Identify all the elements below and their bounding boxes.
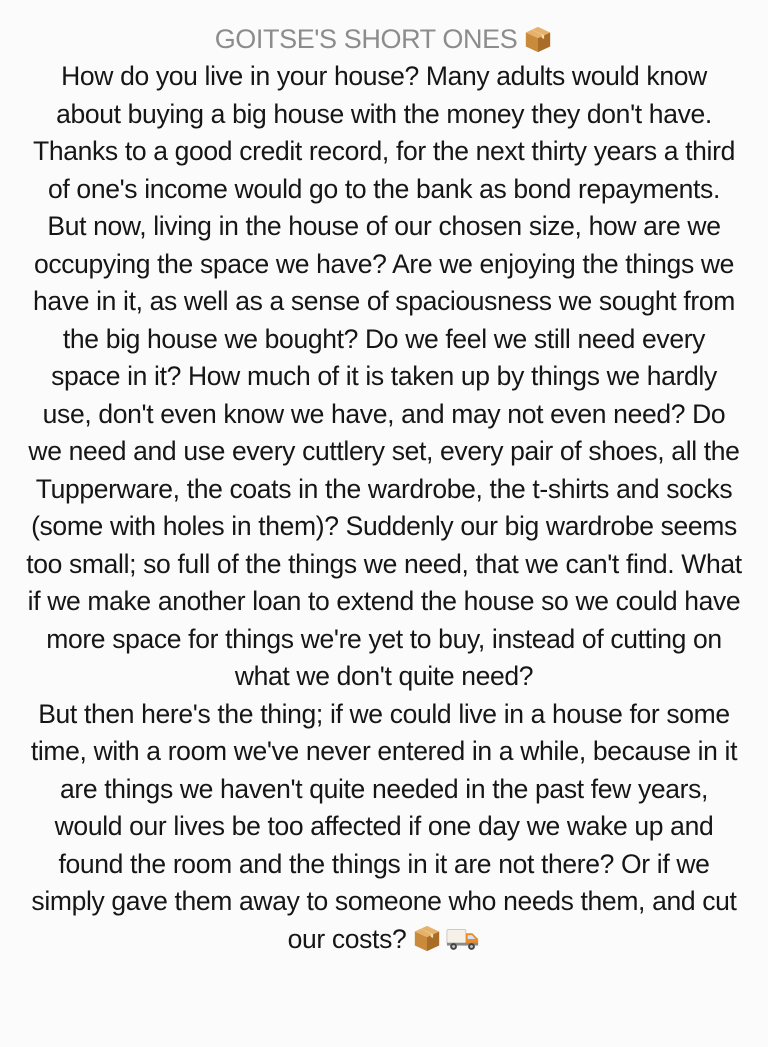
post-paragraph-2-text: But then here's the thing; if we could live in a house for some time, with a room we've never entered in a while, because in it are things we haven't quite needed in the past few years, would our lives be too affected if one day we wake up and found the room and the things in it are not there? Or if we simply gave them away to someone who needs them, and cut our costs?	[30, 698, 738, 954]
package-icon	[523, 24, 553, 54]
post-paragraph-2	[26, 696, 742, 959]
post-title: GOITSE'S SHORT ONES	[214, 24, 518, 54]
delivery-truck-icon	[446, 924, 480, 952]
post-header	[26, 20, 742, 58]
package-icon	[412, 923, 442, 953]
closing-icons	[412, 923, 480, 953]
post-paragraph-1: How do you live in your house? Many adults would know about buying a big house with the money they don't have. Thanks to a good credit record, for the next thirty years a third of one's income would go to the bank as bond repayments. But now, living in the house of our chosen size, how are we occupying the space we have? Are we enjoying the things we have in it, as well as a sense of spaciousness we sought from the big house we bought? Do we feel we still need every space in it? How much of it is taken up by things we hardly use, don't even know we have, and may not even need? Do we need and use every cuttlery set, every pair of shoes, all the Tupperware, the coats in the wardrobe, the t-shirts and socks (some with holes in them)? Suddenly our big wardrobe seems too small; so full of the things we need, that we can't find. What if we make another loan to extend the house so we could have more space for things we're yet to buy, instead of cutting on what we don't quite need?	[26, 61, 742, 691]
